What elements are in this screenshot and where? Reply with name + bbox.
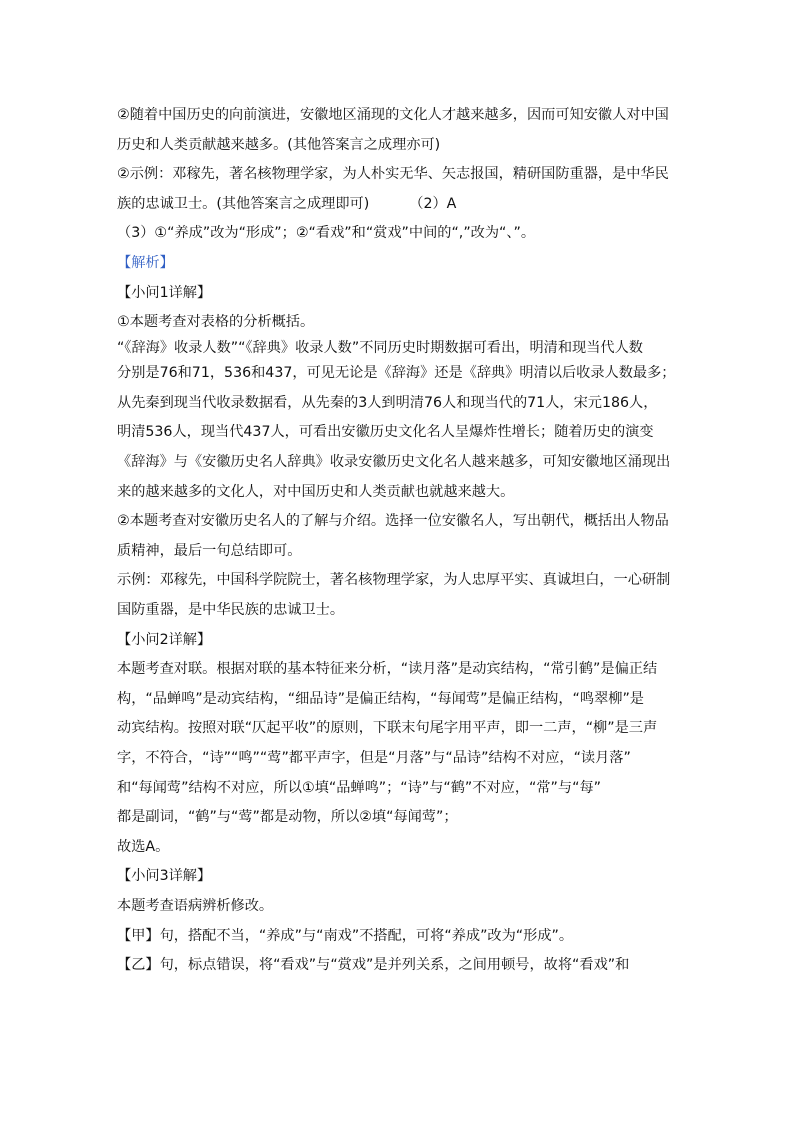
text-line: 国防重器，是中华民族的忠诚卫士。 xyxy=(117,602,345,618)
section-heading-1: 【小问1详解】 xyxy=(117,284,212,301)
text-line: ②随着中国历史的向前演进，安徽地区涌现的文化人才越来越多，因而可知安徽人对中国 xyxy=(117,107,669,123)
text-line: 故选A。 xyxy=(117,838,170,855)
text-line: 【甲】句，搭配不当，“养成”与“南戏”不搭配，可将“养成”改为“形成”。 xyxy=(117,927,574,944)
text-line: 都是副词，“鹤”与“莺”都是动物，所以②填“每闻莺”； xyxy=(117,809,458,826)
text-line: 从先秦到现当代收录数据看，从先秦的3人到明清76人和现当代的71人，宋元186人， xyxy=(117,394,658,411)
text-line: 来的越来越多的文化人，对中国历史和人类贡献也就越来越大。 xyxy=(117,483,515,500)
document-page xyxy=(117,101,677,981)
text-line: 明清536人，现当代437人，可看出安徽历史文化名人呈爆炸性增长；随着历史的演变 xyxy=(117,424,654,441)
answer-2: （2）A xyxy=(409,195,457,212)
text-line: 历史和人类贡献越来越多。(其他答案言之成理亦可) xyxy=(117,136,441,153)
text-line: 本题考查语病辨析修改。 xyxy=(117,897,274,914)
text-line: ①本题考查对表格的分析概括。 xyxy=(117,314,315,331)
section-heading-3: 【小问3详解】 xyxy=(117,868,212,885)
text-line xyxy=(117,190,677,220)
text-line: 动宾结构。按照对联“仄起平收”的原则，下联末句尾字用平声，即一二声，“柳”是三声 xyxy=(117,720,658,737)
text-line: 本题考查对联。根据对联的基本特征来分析，“读月落”是动宾结构，“常引鹤”是偏正结 xyxy=(117,661,658,678)
text-segment: 族的忠诚卫士。(其他答案言之成理即可) xyxy=(117,195,370,212)
text-line: 构，“品蝉鸣”是动宾结构，“细品诗”是偏正结构，“每闻莺”是偏正结构，“鸣翠柳”是 xyxy=(117,690,644,707)
text-line: （3）①“养成”改为“形成”；②“看戏”和“赏戏”中间的“,”改为“、”。 xyxy=(117,225,536,242)
text-line: ②示例：邓稼先，著名核物理学家，为人朴实无华、矢志报国，精研国防重器，是中华民 xyxy=(117,166,669,183)
text-line: 质精神，最后一句总结即可。 xyxy=(117,542,302,559)
text-line: 《辞海》与《安徽历史名人辞典》收录安徽历史文化名人越来越多，可知安徽地区涌现出 xyxy=(117,454,671,471)
section-heading-2: 【小问2详解】 xyxy=(117,631,212,648)
text-line: ②本题考查对安徽历史名人的了解与介绍。选择一位安徽名人，写出朝代，概括出人物品 xyxy=(117,513,669,530)
text-line: 和“每闻莺”结构不对应，所以①填“品蝉鸣”；“诗”与“鹤”不对应，“常”与“每” xyxy=(117,779,601,796)
text-line: 字，不符合，“诗”“鸣”“莺”都平声字，但是“月落”与“品诗”结构不对应，“读月落” xyxy=(117,749,631,766)
text-line: 分别是76和71，536和437，可见无论是《辞海》还是《辞典》明清以后收录人数最多； xyxy=(117,365,676,382)
text-line: “《辞海》收录人数”“《辞典》收录人数”不同历史时期数据可看出，明清和现当代人数 xyxy=(117,339,643,356)
text-line: 示例：邓稼先，中国科学院院士，著名核物理学家，为人忠厚平实、真诚坦白，一心研制 xyxy=(117,572,671,589)
analysis-label: 【解析】 xyxy=(117,254,174,271)
text-line: 【乙】句，标点错误，将“看戏”与“赏戏”是并列关系，之间用顿号，故将“看戏”和 xyxy=(117,957,630,974)
